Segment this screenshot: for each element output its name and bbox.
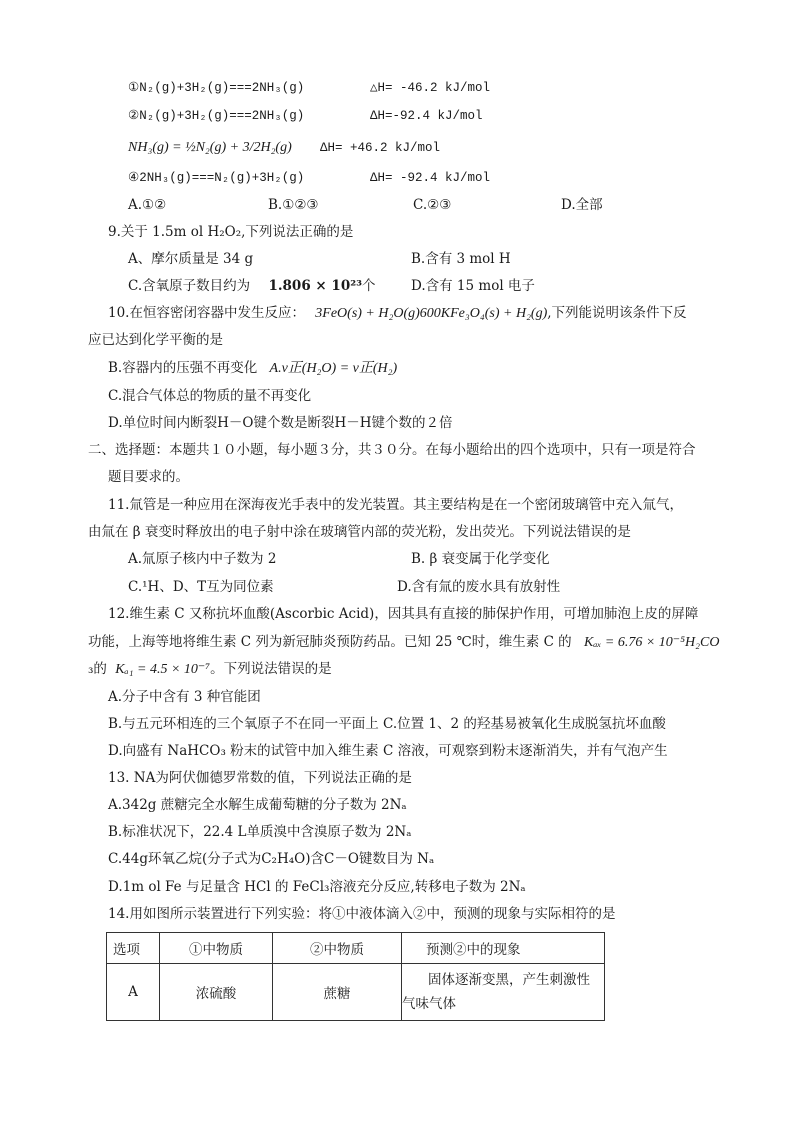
q11-option-a: A.氚原子核内中子数为 2 bbox=[128, 551, 277, 567]
q8-enthalpy-4: ΔH= -92.4 kJ/mol bbox=[370, 171, 491, 185]
q8-reaction-3: NH₃(g) = ½N₂(g) + 3/2H₂(g) bbox=[128, 140, 292, 155]
q12-option-d: D.向盛有 NaHCO₃ 粉末的试管中加入维生素 C 溶液，可观察到粉末逐渐消失，并有气泡产生 bbox=[108, 743, 668, 759]
q12-stem-cont2-post: 。下列说法错误的是 bbox=[210, 661, 332, 677]
q10-option-b bbox=[108, 358, 397, 379]
q13-option-d: D.1m ol Fe 与足量含 HCl 的 FeCl₃溶液充分反应,转移电子数为 2Nₐ bbox=[108, 879, 526, 895]
q8-option-d: D.全部 bbox=[561, 197, 603, 213]
q10-stem bbox=[108, 303, 687, 324]
q12-stem-cont bbox=[88, 632, 719, 653]
q8-enthalpy-1: △H= -46.2 kJ/mol bbox=[370, 81, 491, 95]
table-cell: A bbox=[107, 964, 160, 1021]
q10-option-b-text: B.容器内的压强不再变化 bbox=[108, 360, 258, 376]
q10-reaction: 3FeO(s) + H₂O(g)600KFe₃O₄(s) + H₂(g) bbox=[315, 306, 548, 321]
table-header-cell: ②中物质 bbox=[273, 933, 402, 964]
q10-stem-pre: 10.在恒容密闭容器中发生反应： bbox=[108, 305, 305, 321]
q8-option-c: C.②③ bbox=[413, 197, 452, 213]
q11-option-c: C.¹H、D、T互为同位素 bbox=[128, 579, 274, 595]
q14-options-table bbox=[106, 932, 605, 1021]
q10-option-c: C.混合气体总的物质的量不再变化 bbox=[108, 388, 312, 404]
q9-option-b: B.含有 3 mol H bbox=[411, 251, 511, 267]
q10-option-d: D.单位时间内断裂H－O键个数是断裂H－H键个数的２倍 bbox=[108, 415, 453, 431]
table-cell: 浓硫酸 bbox=[160, 964, 273, 1021]
q13-stem: 13. NA为阿伏伽德罗常数的值，下列说法正确的是 bbox=[108, 770, 412, 786]
q8-reaction-1: ①N₂(g)+3H₂(g)===2NH₃(g) bbox=[128, 81, 305, 95]
q13-option-c: C.44g环氧乙烷(分子式为C₂H₄O)含C－O键数目为 Nₐ bbox=[108, 851, 435, 867]
q11-option-b: B. β 衰变属于化学变化 bbox=[411, 551, 550, 567]
q14-stem: 14.用如图所示装置进行下列实验：将①中液体滴入②中，预测的现象与实际相符的是 bbox=[108, 906, 616, 922]
q12-option-a: A.分子中含有 3 种官能团 bbox=[108, 689, 261, 705]
q9-option-d: D.含有 15 mol 电子 bbox=[411, 278, 535, 294]
table-header-cell: 选项 bbox=[107, 933, 160, 964]
table-cell: 蔗糖 bbox=[273, 964, 402, 1021]
q8-enthalpy-3: ΔH= +46.2 kJ/mol bbox=[320, 141, 441, 155]
q8-reaction-4: ④2NH₃(g)===N₂(g)+3H₂(g) bbox=[128, 171, 305, 185]
q9-option-c-number: 1.806 × 10²³ bbox=[268, 278, 363, 294]
table-header-cell: ①中物质 bbox=[160, 933, 273, 964]
q9-option-c-text: C.含氧原子数目约为 bbox=[128, 278, 251, 294]
q9-option-c bbox=[128, 276, 376, 296]
q13-option-b: B.标准状况下，22.4 L单质溴中含溴原子数为 2Nₐ bbox=[108, 824, 412, 840]
q10-stem-cont: 应已达到化学平衡的是 bbox=[88, 332, 223, 348]
q12-stem-cont2-pre: ₃的 bbox=[88, 661, 107, 677]
q8-enthalpy-2: ΔH=-92.4 kJ/mol bbox=[370, 109, 483, 123]
q9-option-c-unit: 个 bbox=[362, 278, 376, 294]
q9-option-a: A、摩尔质量是 34 g bbox=[128, 251, 254, 267]
q11-option-d: D.含有氚的废水具有放射性 bbox=[397, 579, 561, 595]
section2-heading-cont: 题目要求的。 bbox=[108, 469, 189, 485]
q9-stem: 9.关于 1.5m ol H₂O₂,下列说法正确的是 bbox=[108, 224, 354, 240]
q10-option-a-math: A.v正(H₂O) = v正(H₂) bbox=[269, 361, 398, 376]
table-header-row bbox=[107, 933, 605, 964]
table-cell: 固体逐渐变黑，产生刺激性气味气体 bbox=[402, 964, 605, 1021]
q12-constant-2: Kₐ₁ = 4.5 × 10⁻⁷ bbox=[115, 662, 211, 677]
q13-option-a: A.342g 蔗糖完全水解生成葡萄糖的分子数为 2Nₐ bbox=[108, 797, 407, 813]
table-row bbox=[107, 964, 605, 1021]
section2-heading: 二、选择题：本题共１０小题，每小题３分，共３０分。在每小题给出的四个选项中，只有一项是符合 bbox=[88, 442, 696, 458]
q11-stem: 11.氚管是一种应用在深海夜光手表中的发光装置。其主要结构是在一个密闭玻璃管中充入氚气， bbox=[108, 497, 683, 513]
q8-reaction-2: ②N₂(g)+3H₂(g)===2NH₃(g) bbox=[128, 109, 305, 123]
q10-stem-post: ,下列能说明该条件下反 bbox=[547, 305, 687, 321]
q12-stem: 12.维生素 C 又称抗坏血酸(Ascorbic Acid)，因其具有直接的肺保护作用，可增加肺泡上皮的屏障 bbox=[108, 606, 699, 622]
q12-option-bc: B.与五元环相连的三个氧原子不在同一平面上 C.位置 1、2 的羟基易被氧化生成脱氢抗坏血酸 bbox=[108, 716, 666, 732]
q8-option-b: B.①②③ bbox=[268, 197, 319, 213]
q12-constant-1: Kₐₓ = 6.76 × 10⁻⁵H₂CO bbox=[583, 635, 720, 650]
q12-stem-cont2 bbox=[88, 659, 332, 680]
table-header-cell: 预测②中的现象 bbox=[402, 933, 605, 964]
q11-stem-cont: 由氚在 β 衰变时释放出的电子射中涂在玻璃管内部的荧光粉，发出荧光。下列说法错误的是 bbox=[88, 524, 631, 540]
q12-stem-cont-text: 功能，上海等地将维生素 C 列为新冠肺炎预防药品。已知 25 ℃时，维生素 C 的 bbox=[88, 634, 572, 650]
q8-option-a: A.①② bbox=[128, 197, 167, 213]
